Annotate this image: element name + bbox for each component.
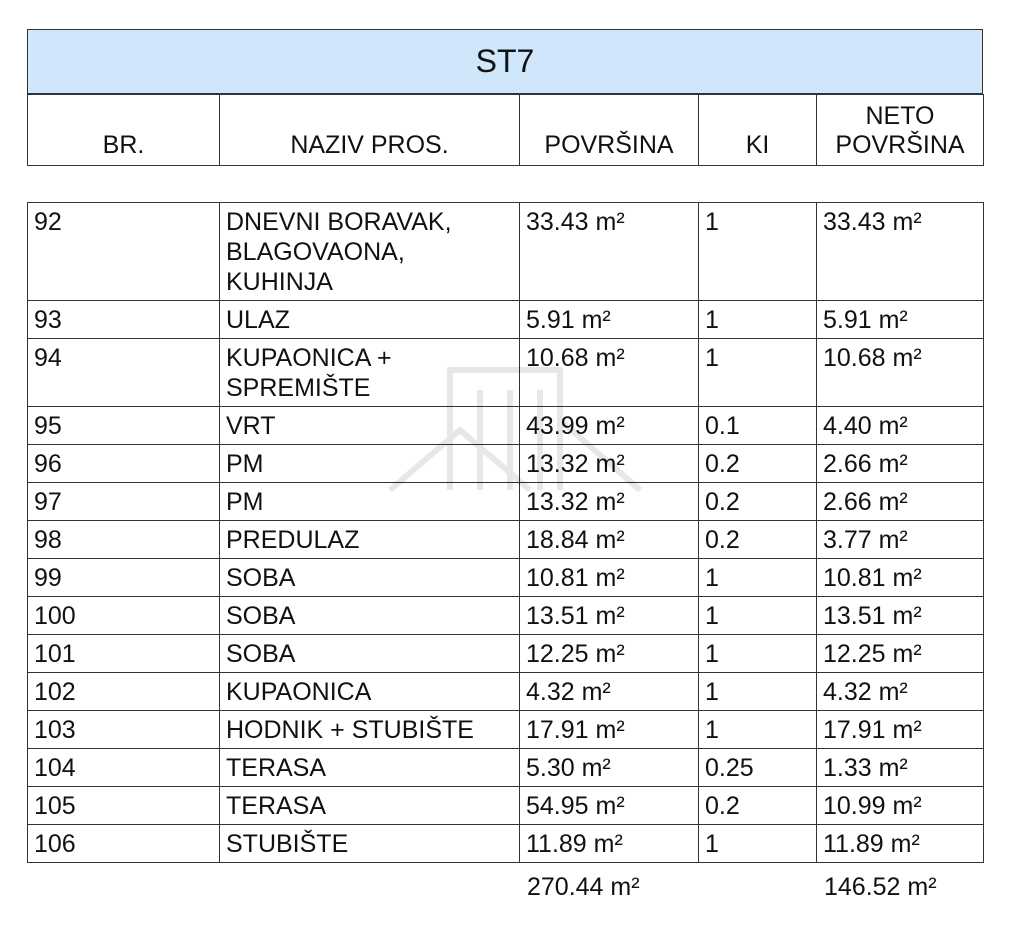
cell-naziv: SOBA: [220, 559, 520, 597]
total-neto: 146.52 m²: [824, 873, 937, 901]
cell-naziv: TERASA: [220, 749, 520, 787]
cell-naziv: PM: [220, 445, 520, 483]
cell-neto: 10.81 m²: [817, 559, 984, 597]
cell-br: 101: [28, 635, 220, 673]
cell-ki: 0.2: [699, 787, 817, 825]
table-row: [28, 597, 984, 635]
cell-ki: 1: [699, 711, 817, 749]
table-row: [28, 787, 984, 825]
cell-naziv: HODNIK + STUBIŠTE: [220, 711, 520, 749]
cell-ki: 0.25: [699, 749, 817, 787]
table-row: [28, 559, 984, 597]
cell-ki: 1: [699, 825, 817, 863]
cell-ki: 1: [699, 673, 817, 711]
cell-ki: 1: [699, 339, 817, 407]
header-naziv: NAZIV PROS.: [220, 95, 520, 166]
cell-povrsina: 12.25 m²: [520, 635, 699, 673]
table-row: [28, 521, 984, 559]
cell-br: 94: [28, 339, 220, 407]
cell-povrsina: 5.30 m²: [520, 749, 699, 787]
cell-povrsina: 10.81 m²: [520, 559, 699, 597]
cell-neto: 10.68 m²: [817, 339, 984, 407]
cell-br: 95: [28, 407, 220, 445]
cell-naziv: KUPAONICA + SPREMIŠTE: [220, 339, 520, 407]
cell-ki: 1: [699, 559, 817, 597]
cell-povrsina: 11.89 m²: [520, 825, 699, 863]
cell-neto: 11.89 m²: [817, 825, 984, 863]
header-povrsina: POVRŠINA: [520, 95, 699, 166]
cell-naziv: SOBA: [220, 597, 520, 635]
cell-naziv: PREDULAZ: [220, 521, 520, 559]
table-row: [28, 301, 984, 339]
cell-povrsina: 10.68 m²: [520, 339, 699, 407]
table-title: ST7: [27, 29, 983, 94]
cell-ki: 0.1: [699, 407, 817, 445]
table-row: [28, 339, 984, 407]
column-header-row: [27, 94, 984, 166]
total-povrsina: 270.44 m²: [527, 873, 640, 901]
cell-br: 98: [28, 521, 220, 559]
cell-naziv: DNEVNI BORAVAK, BLAGOVAONA, KUHINJA: [220, 203, 520, 301]
cell-naziv: PM: [220, 483, 520, 521]
cell-ki: 1: [699, 635, 817, 673]
cell-ki: 0.2: [699, 521, 817, 559]
cell-br: 96: [28, 445, 220, 483]
cell-neto: 13.51 m²: [817, 597, 984, 635]
table-row: [28, 445, 984, 483]
table-row: [28, 407, 984, 445]
table-row: [28, 635, 984, 673]
header-ki: KI: [699, 95, 817, 166]
table-row: [28, 483, 984, 521]
cell-naziv: ULAZ: [220, 301, 520, 339]
cell-naziv: SOBA: [220, 635, 520, 673]
cell-br: 103: [28, 711, 220, 749]
cell-povrsina: 4.32 m²: [520, 673, 699, 711]
cell-ki: 0.2: [699, 483, 817, 521]
table-row: [28, 673, 984, 711]
table-row: [28, 749, 984, 787]
cell-naziv: KUPAONICA: [220, 673, 520, 711]
cell-br: 99: [28, 559, 220, 597]
cell-neto: 2.66 m²: [817, 483, 984, 521]
table-row: [28, 203, 984, 301]
cell-povrsina: 33.43 m²: [520, 203, 699, 301]
cell-br: 104: [28, 749, 220, 787]
header-br: BR.: [28, 95, 220, 166]
cell-naziv: TERASA: [220, 787, 520, 825]
cell-ki: 1: [699, 203, 817, 301]
cell-neto: 17.91 m²: [817, 711, 984, 749]
cell-neto: 2.66 m²: [817, 445, 984, 483]
cell-naziv: VRT: [220, 407, 520, 445]
cell-neto: 10.99 m²: [817, 787, 984, 825]
cell-br: 100: [28, 597, 220, 635]
cell-povrsina: 13.51 m²: [520, 597, 699, 635]
cell-br: 97: [28, 483, 220, 521]
table-row: [28, 825, 984, 863]
cell-ki: 1: [699, 301, 817, 339]
cell-povrsina: 13.32 m²: [520, 483, 699, 521]
cell-ki: 0.2: [699, 445, 817, 483]
cell-povrsina: 17.91 m²: [520, 711, 699, 749]
cell-naziv: STUBIŠTE: [220, 825, 520, 863]
cell-povrsina: 5.91 m²: [520, 301, 699, 339]
cell-ki: 1: [699, 597, 817, 635]
cell-povrsina: 43.99 m²: [520, 407, 699, 445]
cell-neto: 12.25 m²: [817, 635, 984, 673]
cell-br: 106: [28, 825, 220, 863]
header-neto: NETO POVRŠINA: [817, 95, 984, 166]
table-row: [28, 711, 984, 749]
cell-neto: 3.77 m²: [817, 521, 984, 559]
cell-neto: 4.40 m²: [817, 407, 984, 445]
cell-povrsina: 13.32 m²: [520, 445, 699, 483]
cell-br: 93: [28, 301, 220, 339]
cell-povrsina: 54.95 m²: [520, 787, 699, 825]
cell-neto: 5.91 m²: [817, 301, 984, 339]
cell-neto: 33.43 m²: [817, 203, 984, 301]
room-table: [27, 202, 984, 863]
cell-br: 102: [28, 673, 220, 711]
cell-povrsina: 18.84 m²: [520, 521, 699, 559]
cell-neto: 1.33 m²: [817, 749, 984, 787]
cell-neto: 4.32 m²: [817, 673, 984, 711]
cell-br: 105: [28, 787, 220, 825]
cell-br: 92: [28, 203, 220, 301]
